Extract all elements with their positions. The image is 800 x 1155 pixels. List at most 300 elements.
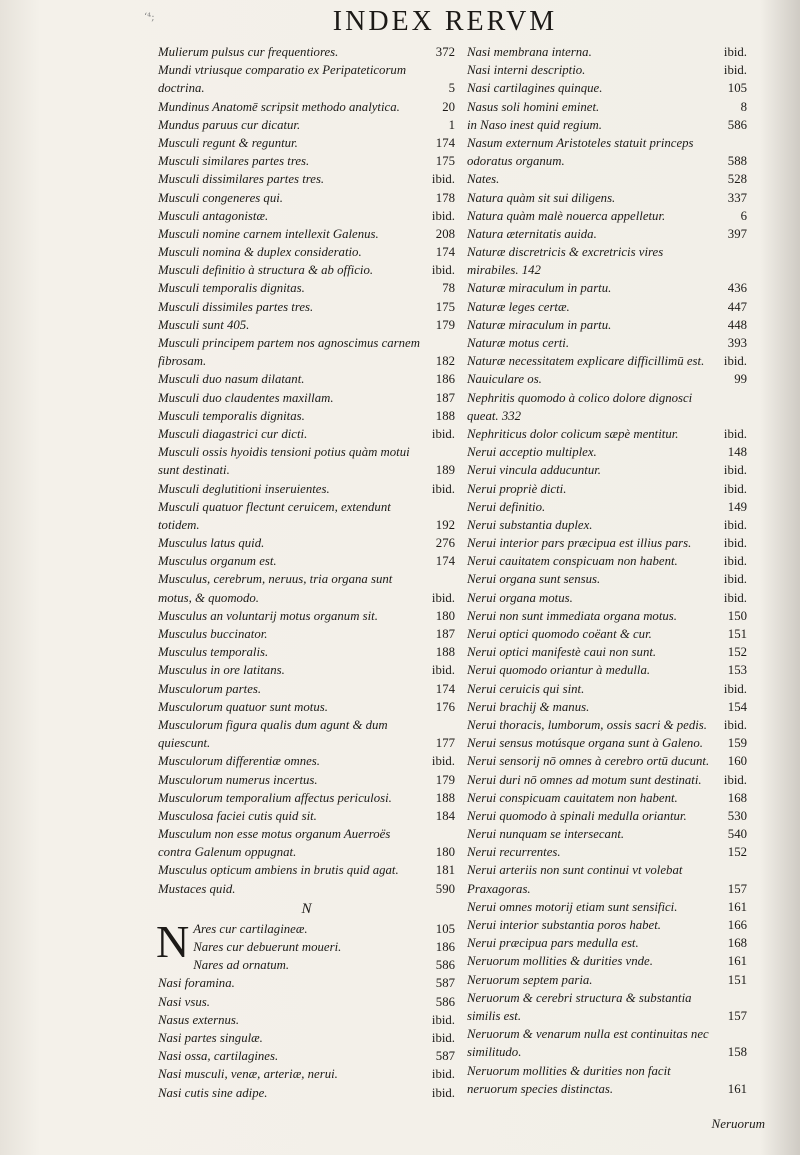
page-ref: 178 <box>435 190 455 205</box>
page-ref: 186 <box>435 372 455 387</box>
index-entry <box>467 1062 747 1098</box>
page-ref: ibid. <box>723 590 747 605</box>
index-entry <box>467 389 747 425</box>
index-entry <box>467 843 747 861</box>
page-ref: 588 <box>727 154 747 169</box>
index-entry <box>467 807 747 825</box>
page-ref: 105 <box>727 81 747 96</box>
entry-text: Nerui recurrentes. <box>467 845 561 860</box>
entry-text: Naturæ miraculum in partu. <box>467 281 612 296</box>
entry-text: Musculi definitio à structura & ab officio. <box>158 263 374 278</box>
page-ref: 161 <box>727 899 747 914</box>
index-entry <box>158 607 455 625</box>
entry-text: Nares cur debuerunt moueri. <box>193 940 342 954</box>
entry-text: Nasi cartilagines quinque. <box>467 81 603 96</box>
drop-capital: N <box>156 915 190 967</box>
page-ref: 179 <box>435 317 455 332</box>
catchword: Neruorum <box>711 1116 765 1131</box>
entry-text: Nares ad ornatum. <box>193 958 290 973</box>
entry-text: Natura æternitatis auida. <box>467 226 597 241</box>
index-entry <box>158 370 455 388</box>
page-ref: 175 <box>435 154 455 169</box>
index-entry <box>467 225 747 243</box>
entry-text: Nerui interior substantia poros habet. <box>467 918 661 932</box>
entry-text: Mundinus Anatomē scripsit methodo analytica. <box>158 99 400 114</box>
page-ref: 393 <box>727 336 747 350</box>
index-entry <box>158 771 455 789</box>
page-ref: 8 <box>740 99 747 114</box>
entry-text: Musculi diagastrici cur dicti. <box>158 426 308 441</box>
page-ref: 177 <box>435 736 455 751</box>
page-ref: 1 <box>448 117 455 132</box>
index-entry <box>467 661 747 679</box>
page-ref: 188 <box>435 408 455 423</box>
page-ref: ibid. <box>431 263 455 278</box>
page-ref: 189 <box>435 463 455 478</box>
page-ref: ibid. <box>723 772 747 787</box>
index-entry <box>158 480 455 498</box>
entry-text: Musculi nomina & duplex consideratio. <box>158 245 362 260</box>
index-entry <box>467 552 747 570</box>
page-ref: 157 <box>727 881 747 896</box>
entry-text: Nephriticus dolor colicum sæpè mentitur. <box>467 426 679 441</box>
entry-text: Neruorum & cerebri structura & substantia similis est. <box>467 990 692 1023</box>
page-ref: 6 <box>740 208 747 223</box>
index-entry <box>158 498 455 534</box>
entry-text: Nerui thoracis, lumborum, ossis sacri & pedis. <box>467 717 707 732</box>
index-entry <box>158 134 455 152</box>
page-ref: 530 <box>727 808 747 823</box>
index-entry <box>467 316 747 334</box>
page-ref: ibid. <box>431 208 455 223</box>
index-entry <box>467 461 747 479</box>
index-entry <box>158 825 455 861</box>
page-ref: 448 <box>727 317 747 332</box>
page-ref: 5 <box>448 81 455 96</box>
page-title: INDEX RERVM <box>332 6 558 37</box>
entry-text: Nasi partes singulæ. <box>158 1030 263 1045</box>
index-column-left <box>158 43 455 1102</box>
entry-text: Musculi quatuor flectunt ceruicem, extendunt totidem. <box>158 499 391 532</box>
index-entry <box>158 993 455 1011</box>
page-ref: 372 <box>435 45 455 59</box>
entry-text: Nasum externum Aristoteles statuit princeps odoratus organum. <box>467 135 694 169</box>
page-ref: ibid. <box>723 481 747 496</box>
entry-text: Nerui brachij & manus. <box>467 699 590 714</box>
entry-text: Natura quàm malè nouerca appelletur. <box>467 208 666 223</box>
entry-text: Musculorum temporalium affectus periculosi. <box>158 790 392 805</box>
entry-text: Musculi sunt 405. <box>158 317 250 332</box>
index-entry <box>467 643 747 661</box>
page-ref: ibid. <box>431 1067 455 1082</box>
index-entry <box>467 771 747 789</box>
entry-text: Natura quàm sit sui diligens. <box>467 190 616 205</box>
entry-text: Nerui acceptio multiplex. <box>467 445 597 460</box>
page-ref: 184 <box>435 808 455 823</box>
entry-text: Mulierum pulsus cur frequentiores. <box>158 45 339 59</box>
entry-text: Musculi ossis hyoidis tensioni potius quàm motui sunt destinati. <box>158 445 410 478</box>
entry-text: Musculi dissimilares partes tres. <box>158 172 325 187</box>
corner-mark: ʻ⁴; <box>144 12 155 23</box>
page-ref: ibid. <box>431 481 455 496</box>
page-ref: 152 <box>727 645 747 660</box>
index-entry <box>158 116 455 134</box>
index-entry <box>158 43 455 61</box>
page-ref: 587 <box>435 976 455 991</box>
page-ref: 159 <box>727 736 747 751</box>
index-entry <box>467 425 747 443</box>
page-ref: 540 <box>727 827 747 842</box>
entry-text: Nerui definitio. <box>467 499 546 514</box>
page-ref: 528 <box>727 172 747 187</box>
page-ref: 180 <box>435 608 455 623</box>
index-entry <box>158 334 455 370</box>
entry-text: Musculi antagonistæ. <box>158 208 269 223</box>
entry-text: Musculi dissimiles partes tres. <box>158 299 314 314</box>
page-ref: ibid. <box>431 426 455 441</box>
index-entry <box>467 189 747 207</box>
entry-text: Musculi duo claudentes maxillam. <box>158 390 334 405</box>
page-ref: 208 <box>435 226 455 241</box>
index-entry <box>158 389 455 407</box>
entry-text: Nerui quomodo à spinali medulla oriantur. <box>467 808 687 823</box>
page-ref: 176 <box>435 699 455 714</box>
entry-text: Nerui vincula adducuntur. <box>467 463 601 478</box>
entry-text: Musculum non esse motus organum Auerroës contra Galenum oppugnat. <box>158 827 391 860</box>
index-entry <box>467 498 747 516</box>
entry-text: Nasus soli homini eminet. <box>467 99 600 114</box>
page-ref: ibid. <box>723 463 747 478</box>
entry-text: Naturæ necessitatem explicare difficillimū est. <box>467 354 705 369</box>
index-entry <box>158 643 455 661</box>
page-ref: 153 <box>727 663 747 678</box>
entry-text: Musculi congeneres qui. <box>158 190 283 205</box>
entry-text: Nauiculare os. <box>467 372 542 387</box>
entry-text: Musculorum differentiæ omnes. <box>158 754 320 769</box>
index-entry <box>158 170 455 188</box>
entry-text: Musculi temporalis dignitas. <box>158 408 305 423</box>
page-ref: ibid. <box>723 354 747 369</box>
entry-text: Nasus externus. <box>158 1012 240 1027</box>
entry-text: Ares cur cartilagineæ. <box>193 921 308 936</box>
index-entry <box>158 316 455 334</box>
index-entry <box>158 407 455 425</box>
entry-text: Neruorum mollities & durities vnde. <box>467 954 653 969</box>
index-entry <box>158 625 455 643</box>
page-ref: 397 <box>727 226 747 241</box>
page-ref: 174 <box>435 681 455 696</box>
page-ref: 148 <box>727 445 747 460</box>
page-ref: ibid. <box>431 754 455 769</box>
index-entry <box>467 370 747 388</box>
page-ref: 152 <box>727 845 747 860</box>
page-ref: 586 <box>727 117 747 132</box>
entry-text: Naturæ motus certi. <box>467 336 570 350</box>
page-ref: ibid. <box>723 554 747 569</box>
index-entry <box>467 680 747 698</box>
index-entry <box>467 134 747 170</box>
entry-text: Musculi nomine carnem intellexit Galenus. <box>158 226 379 241</box>
index-entry <box>467 971 747 989</box>
entry-text: Nasi ossa, cartilagines. <box>158 1049 279 1064</box>
index-entry <box>158 938 455 956</box>
index-entry <box>158 243 455 261</box>
index-entry <box>467 79 747 97</box>
page-ref: 174 <box>435 554 455 569</box>
entry-text: Musculus in ore latitans. <box>158 663 285 678</box>
page-ref: 586 <box>435 958 455 973</box>
index-entry <box>158 534 455 552</box>
page-ref: 99 <box>734 372 747 387</box>
page-ref: 187 <box>435 390 455 405</box>
index-entry <box>158 443 455 479</box>
index-entry <box>467 734 747 752</box>
entry-text: Musculosa faciei cutis quid sit. <box>158 808 317 823</box>
index-entry <box>467 243 747 279</box>
page-ref: 337 <box>727 190 747 205</box>
entry-text: Neruorum & venarum nulla est continuitas nec similitudo. <box>467 1027 709 1060</box>
page-ref: 78 <box>442 281 455 296</box>
entry-text: Musculi principem partem nos agnoscimus carnem fibrosam. <box>158 336 420 369</box>
page-ref: 151 <box>727 972 747 987</box>
entry-text: Nasi interni descriptio. <box>467 63 586 78</box>
page-ref: 181 <box>435 863 455 878</box>
entry-text: Musculi regunt & reguntur. <box>158 135 298 150</box>
entry-text: Musculorum quatuor sunt motus. <box>158 699 328 714</box>
entry-text: Musculi duo nasum dilatant. <box>158 372 305 387</box>
index-entry <box>467 752 747 770</box>
page-ref: 168 <box>727 790 747 805</box>
index-entry <box>467 61 747 79</box>
index-entry <box>467 116 747 134</box>
index-entry <box>158 225 455 243</box>
index-entry <box>467 534 747 552</box>
entry-text: Nerui non sunt immediata organa motus. <box>467 608 677 623</box>
entry-text: Musculus temporalis. <box>158 645 269 660</box>
page-ref: 157 <box>727 1008 747 1023</box>
page-ref: ibid. <box>723 517 747 532</box>
entry-text: Musculi temporalis dignitas. <box>158 281 305 296</box>
index-entry <box>467 916 747 934</box>
index-entry <box>467 698 747 716</box>
entry-text: Neruorum mollities & durities non facit neruorum species distinctas. <box>467 1063 671 1096</box>
entry-text: Musculus organum est. <box>158 554 277 569</box>
page-ref: 276 <box>435 536 455 551</box>
page-ref: ibid. <box>431 172 455 187</box>
page-ref: 168 <box>727 936 747 951</box>
entry-text: Naturæ discretricis & excretricis vires mirabiles. 142 <box>467 245 664 278</box>
index-entry <box>158 552 455 570</box>
entry-text: Musculi deglutitioni inseruientes. <box>158 481 330 496</box>
entry-text: Nerui optici manifestè caui non sunt. <box>467 645 657 660</box>
index-entry <box>467 352 747 370</box>
index-entry <box>467 625 747 643</box>
page-ref: ibid. <box>431 590 455 605</box>
index-entry <box>158 279 455 297</box>
entry-text: Nasi foramina. <box>158 976 235 991</box>
page-ref: ibid. <box>431 1030 455 1045</box>
index-entry <box>158 698 455 716</box>
index-entry <box>158 752 455 770</box>
page-ref: 447 <box>727 299 747 314</box>
page-ref: ibid. <box>723 45 747 59</box>
index-entry <box>158 716 455 752</box>
index-entry <box>467 989 747 1025</box>
entry-text: Mundus paruus cur dicatur. <box>158 117 301 132</box>
page-ref: ibid. <box>723 63 747 78</box>
page-ref: 174 <box>435 135 455 150</box>
index-entry <box>467 789 747 807</box>
index-entry <box>158 880 455 898</box>
page-ref: 161 <box>727 954 747 969</box>
page-ref: 179 <box>435 772 455 787</box>
page-ref: 161 <box>727 1081 747 1096</box>
page-ref: 590 <box>435 881 455 896</box>
page-ref: ibid. <box>431 1012 455 1027</box>
index-entry <box>158 152 455 170</box>
entry-text: Nerui arteriis non sunt continui vt volebat Praxagoras. <box>467 863 683 896</box>
index-entry <box>158 789 455 807</box>
index-entry <box>467 298 747 316</box>
index-entry <box>467 480 747 498</box>
entry-text: Musculorum partes. <box>158 681 262 696</box>
index-entry <box>158 861 455 879</box>
entry-text: Nerui sensus motúsque organa sunt à Galeno. <box>467 736 703 751</box>
entry-text: Musculus latus quid. <box>158 536 265 551</box>
page-ref: ibid. <box>431 1085 455 1100</box>
page-ref: 150 <box>727 608 747 623</box>
entry-text: Nerui conspicuam cauitatem non habent. <box>467 790 678 805</box>
page-ref: 154 <box>727 699 747 714</box>
index-entry <box>467 98 747 116</box>
page-ref: 20 <box>442 99 455 114</box>
entry-text: Nerui nunquam se intersecant. <box>467 827 625 842</box>
page-ref: 105 <box>435 921 455 936</box>
index-entry <box>158 61 455 97</box>
index-entry <box>158 956 455 974</box>
entry-text: Nerui cauitatem conspicuam non habent. <box>467 554 678 569</box>
index-entry <box>467 1025 747 1061</box>
index-entry <box>158 261 455 279</box>
entry-text: Musculus opticum ambiens in brutis quid agat. <box>158 863 399 878</box>
page-ref: 175 <box>435 299 455 314</box>
page-ref: 188 <box>435 790 455 805</box>
entry-text: Nasi vsus. <box>158 994 210 1009</box>
page-ref: 192 <box>435 517 455 532</box>
entry-text: Nerui interior pars præcipua est illius pars. <box>467 536 692 551</box>
index-entry <box>467 825 747 843</box>
index-entry <box>158 570 455 606</box>
page-ref: ibid. <box>431 663 455 678</box>
entry-text: Nerui præcipua pars medulla est. <box>467 936 639 951</box>
index-entry <box>467 934 747 952</box>
entry-text: Musculorum numerus incertus. <box>158 772 318 787</box>
page-ref: 180 <box>435 845 455 860</box>
page-ref: 587 <box>435 1049 455 1064</box>
index-entry <box>158 189 455 207</box>
entry-text: Nerui sensorij nō omnes à cerebro ortū ducunt. <box>467 754 710 769</box>
index-entry <box>158 974 455 992</box>
entry-text: Nerui propriè dicti. <box>467 481 567 496</box>
page-ref: 586 <box>435 994 455 1009</box>
index-entry <box>467 607 747 625</box>
index-entry <box>158 298 455 316</box>
index-entry <box>158 207 455 225</box>
index-entry <box>467 516 747 534</box>
index-column-right <box>467 43 747 1098</box>
page-ref: 174 <box>435 245 455 260</box>
page-ref: 436 <box>727 281 747 296</box>
index-entry <box>467 279 747 297</box>
page-ref: ibid. <box>723 536 747 551</box>
index-entry <box>467 570 747 588</box>
index-entry <box>158 1084 455 1102</box>
page-ref: 186 <box>435 940 455 954</box>
index-entry <box>467 443 747 461</box>
index-entry <box>158 1029 455 1047</box>
entry-text: Nephritis quomodo à colico dolore dignosci queat. 332 <box>467 390 693 423</box>
index-entry <box>467 43 747 61</box>
entry-text: Musculi similares partes tres. <box>158 154 310 169</box>
page-ref: 158 <box>727 1045 747 1060</box>
entry-text: Musculorum figura qualis dum agunt & dum quiescunt. <box>158 717 388 751</box>
entry-text: Nasi musculi, venæ, arteriæ, nerui. <box>158 1067 338 1082</box>
entry-text: Nerui duri nō omnes ad motum sunt destinati. <box>467 772 702 787</box>
entry-text: in Naso inest quid regium. <box>467 117 602 132</box>
entry-text: Nerui ceruicis qui sint. <box>467 681 585 696</box>
index-entry <box>467 861 747 897</box>
entry-text: Nerui organa sunt sensus. <box>467 572 601 587</box>
index-entry <box>158 1065 455 1083</box>
index-entry <box>158 807 455 825</box>
index-entry <box>467 952 747 970</box>
section-letter: N <box>301 900 312 917</box>
page-ref: 149 <box>727 499 747 514</box>
index-entry <box>158 680 455 698</box>
page-ref: 188 <box>435 645 455 660</box>
entry-text: Nates. <box>467 172 500 187</box>
page-ref: 182 <box>435 354 455 369</box>
page-ref: 160 <box>727 754 747 769</box>
page-ref: ibid. <box>723 717 747 732</box>
entry-text: Nerui organa motus. <box>467 590 573 605</box>
entry-text: Musculus an voluntarij motus organum sit. <box>158 608 378 623</box>
page-ref: 151 <box>727 627 747 641</box>
index-entry <box>467 207 747 225</box>
entry-text: Naturæ leges certæ. <box>467 299 570 314</box>
entry-text: Naturæ miraculum in partu. <box>467 317 612 332</box>
page-ref: ibid. <box>723 426 747 441</box>
entry-text: Musculus, cerebrum, neruus, tria organa sunt motus, & quomodo. <box>158 572 393 605</box>
index-entry <box>158 425 455 443</box>
page-ref: 166 <box>727 918 747 932</box>
index-entry <box>467 898 747 916</box>
entry-text: Nerui optici quomodo coëant & cur. <box>467 627 652 641</box>
page-ref: ibid. <box>723 681 747 696</box>
page-ref: 187 <box>435 627 455 641</box>
entry-text: Mundi vtriusque comparatio ex Peripateticorum doctrina. <box>158 63 407 96</box>
entry-text: Nerui omnes motorij etiam sunt sensifici. <box>467 899 678 914</box>
index-entry <box>158 1047 455 1065</box>
index-entry <box>467 716 747 734</box>
entry-text: Neruorum septem paria. <box>467 972 593 987</box>
page-ref: ibid. <box>723 572 747 587</box>
entry-text: Nasi membrana interna. <box>467 45 592 59</box>
index-entry <box>158 1011 455 1029</box>
entry-text: Musculus buccinator. <box>158 627 268 641</box>
index-entry <box>467 334 747 352</box>
index-entry <box>158 98 455 116</box>
